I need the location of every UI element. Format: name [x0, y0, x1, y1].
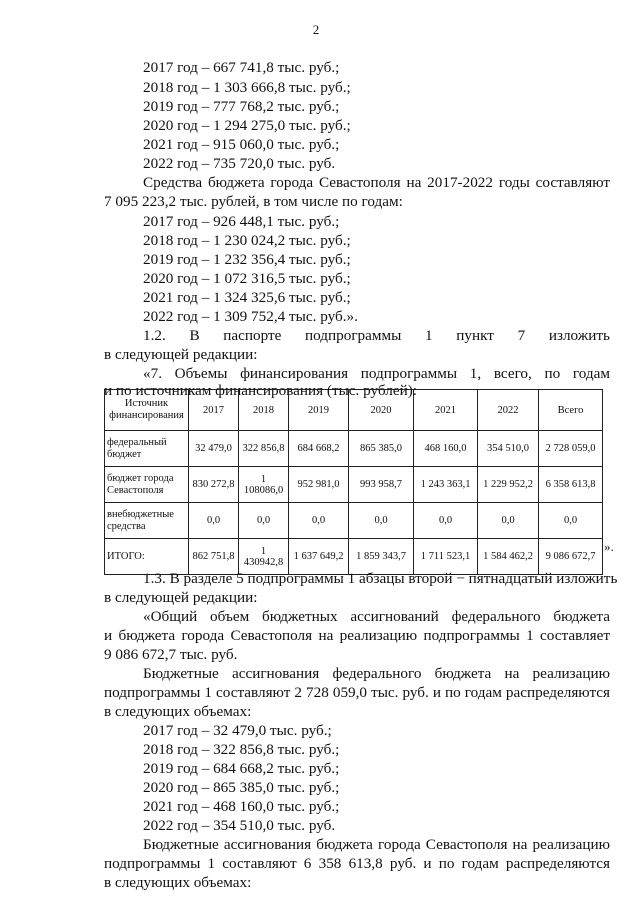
list-item: 2022 год – 354 510,0 тыс. руб.	[143, 817, 336, 834]
table-row	[105, 467, 603, 503]
table-cell: 1 243 363,1	[414, 467, 478, 503]
table-header-row	[105, 390, 603, 431]
table-cell: 993 958,7	[349, 467, 414, 503]
table-cell: 865 385,0	[349, 431, 414, 467]
table-cell: ИТОГО:	[105, 539, 189, 575]
paragraph-line: в следующей редакции:	[104, 346, 258, 363]
table-cell: 684 668,2	[289, 431, 349, 467]
quote-close: ».	[604, 539, 614, 554]
paragraph-line: 9 086 672,7 тыс. руб.	[104, 646, 238, 663]
paragraph-line: Бюджетные ассигнования федерального бюджета на реализацию	[143, 665, 610, 682]
table-header-cell: 2020	[349, 390, 414, 431]
cell-text: внебюджетные	[107, 508, 174, 520]
table-cell: 0,0	[289, 503, 349, 539]
word: В	[189, 327, 200, 344]
table-header-cell: 2021	[414, 390, 478, 431]
list-item: 2020 год – 1 294 275,0 тыс. руб.;	[143, 117, 351, 134]
list-item: 2021 год – 468 160,0 тыс. руб.;	[143, 798, 340, 815]
paragraph-line: и по источникам финансирования (тыс. рублей):	[104, 382, 418, 399]
paragraph-line: 1.3. В разделе 5 подпрограммы 1 абзацы второй − пятнадцатый изложить	[143, 570, 618, 587]
financing-table	[104, 389, 603, 575]
cell-text: бюджет города	[107, 472, 174, 484]
list-item: 2021 год – 915 060,0 тыс. руб.;	[143, 136, 340, 153]
paragraph-line: подпрограммы 1 составляют 6 358 613,8 руб. и по годам распределяются	[104, 855, 610, 872]
word: 1	[424, 327, 433, 344]
list-item: 2021 год – 1 324 325,6 тыс. руб.;	[143, 289, 351, 306]
table-header-cell: Всего	[539, 390, 603, 431]
cell-text: Севастополя	[107, 484, 164, 496]
table-cell: 468 160,0	[414, 431, 478, 467]
table-header-cell: 2018	[239, 390, 289, 431]
table-row	[105, 431, 603, 467]
list-item: 2018 год – 1 230 024,2 тыс. руб.;	[143, 232, 351, 249]
list-item: 2020 год – 865 385,0 тыс. руб.;	[143, 779, 340, 796]
paragraph-line: в следующих объемах:	[104, 703, 252, 720]
list-item: 2019 год – 777 768,2 тыс. руб.;	[143, 98, 340, 115]
list-item: 2019 год – 684 668,2 тыс. руб.;	[143, 760, 340, 777]
table-cell: 9 086 672,7	[539, 539, 603, 575]
list-item: 2017 год – 32 479,0 тыс. руб.;	[143, 722, 332, 739]
table-cell: 0,0	[539, 503, 603, 539]
cell-text: федеральный	[107, 436, 167, 448]
table-cell	[105, 467, 189, 503]
table-cell: 1 711 523,1	[414, 539, 478, 575]
table-cell: 830 272,8	[189, 467, 239, 503]
table-row	[105, 503, 603, 539]
list-item: 2019 год – 1 232 356,4 тыс. руб.;	[143, 251, 351, 268]
table-cell: 1 859 343,7	[349, 539, 414, 575]
paragraph-line: Бюджетные ассигнования бюджета города Севастополя на реализацию	[143, 836, 610, 853]
word: пункт	[456, 327, 494, 344]
table-cell: 2 728 059,0	[539, 431, 603, 467]
word: подпрограммы	[305, 327, 402, 344]
list-item: 2017 год – 667 741,8 тыс. руб.;	[143, 59, 340, 76]
word: 7	[517, 327, 526, 344]
table-header-cell: 2017	[189, 390, 239, 431]
paragraph-line: 7 095 223,2 тыс. рублей, в том числе по годам:	[104, 193, 403, 210]
table-cell: 322 856,8	[239, 431, 289, 467]
table-cell: 32 479,0	[189, 431, 239, 467]
table-cell: 0,0	[349, 503, 414, 539]
table-cell: 862 751,8	[189, 539, 239, 575]
paragraph-line: и бюджета города Севастополя на реализацию подпрограммы 1 составляет	[104, 627, 610, 644]
table-cell: 952 981,0	[289, 467, 349, 503]
table-cell: 0,0	[478, 503, 539, 539]
paragraph-line: «7. Объемы финансирования подпрограммы 1, всего, по годам	[143, 365, 610, 382]
list-item: 2018 год – 1 303 666,8 тыс. руб.;	[143, 79, 351, 96]
table-cell: 1 108086,0	[239, 467, 289, 503]
table-cell: 0,0	[239, 503, 289, 539]
table-cell: 0,0	[189, 503, 239, 539]
header-text: Источник	[124, 398, 169, 409]
table-cell	[105, 503, 189, 539]
page-number: 2	[312, 22, 320, 37]
item-1-2-line	[143, 326, 610, 345]
table-cell: 1 637 649,2	[289, 539, 349, 575]
table-cell: 1 229 952,2	[478, 467, 539, 503]
table-header-cell: 2019	[289, 390, 349, 431]
table-cell: 0,0	[414, 503, 478, 539]
word: 1.2.	[143, 327, 166, 344]
table-header-cell	[105, 390, 189, 431]
table-header-cell: 2022	[478, 390, 539, 431]
paragraph-line: «Общий объем бюджетных ассигнований федерального бюджета	[143, 608, 610, 625]
word: паспорте	[223, 327, 282, 344]
list-item: 2022 год – 1 309 752,4 тыс. руб.».	[143, 308, 358, 325]
list-item: 2020 год – 1 072 316,5 тыс. руб.;	[143, 270, 351, 287]
paragraph-line: в следующих объемах:	[104, 874, 252, 891]
cell-text: бюджет	[107, 448, 142, 460]
paragraph-line: в следующей редакции:	[104, 589, 258, 606]
cell-text: средства	[107, 520, 146, 532]
table-cell: 1 584 462,2	[478, 539, 539, 575]
header-text: финансирования	[109, 410, 184, 421]
table-cell: 1 430942,8	[239, 539, 289, 575]
list-item: 2018 год – 322 856,8 тыс. руб.;	[143, 741, 340, 758]
table-cell	[105, 431, 189, 467]
word: изложить	[548, 327, 610, 344]
list-item: 2017 год – 926 448,1 тыс. руб.;	[143, 213, 340, 230]
table-cell: 6 358 613,8	[539, 467, 603, 503]
list-item: 2022 год – 735 720,0 тыс. руб.	[143, 155, 336, 172]
paragraph-line: Средства бюджета города Севастополя на 2017-2022 годы составляют	[143, 174, 610, 191]
table-cell: 354 510,0	[478, 431, 539, 467]
paragraph-line: подпрограммы 1 составляют 2 728 059,0 тыс. руб. и по годам распределяются	[104, 684, 610, 701]
